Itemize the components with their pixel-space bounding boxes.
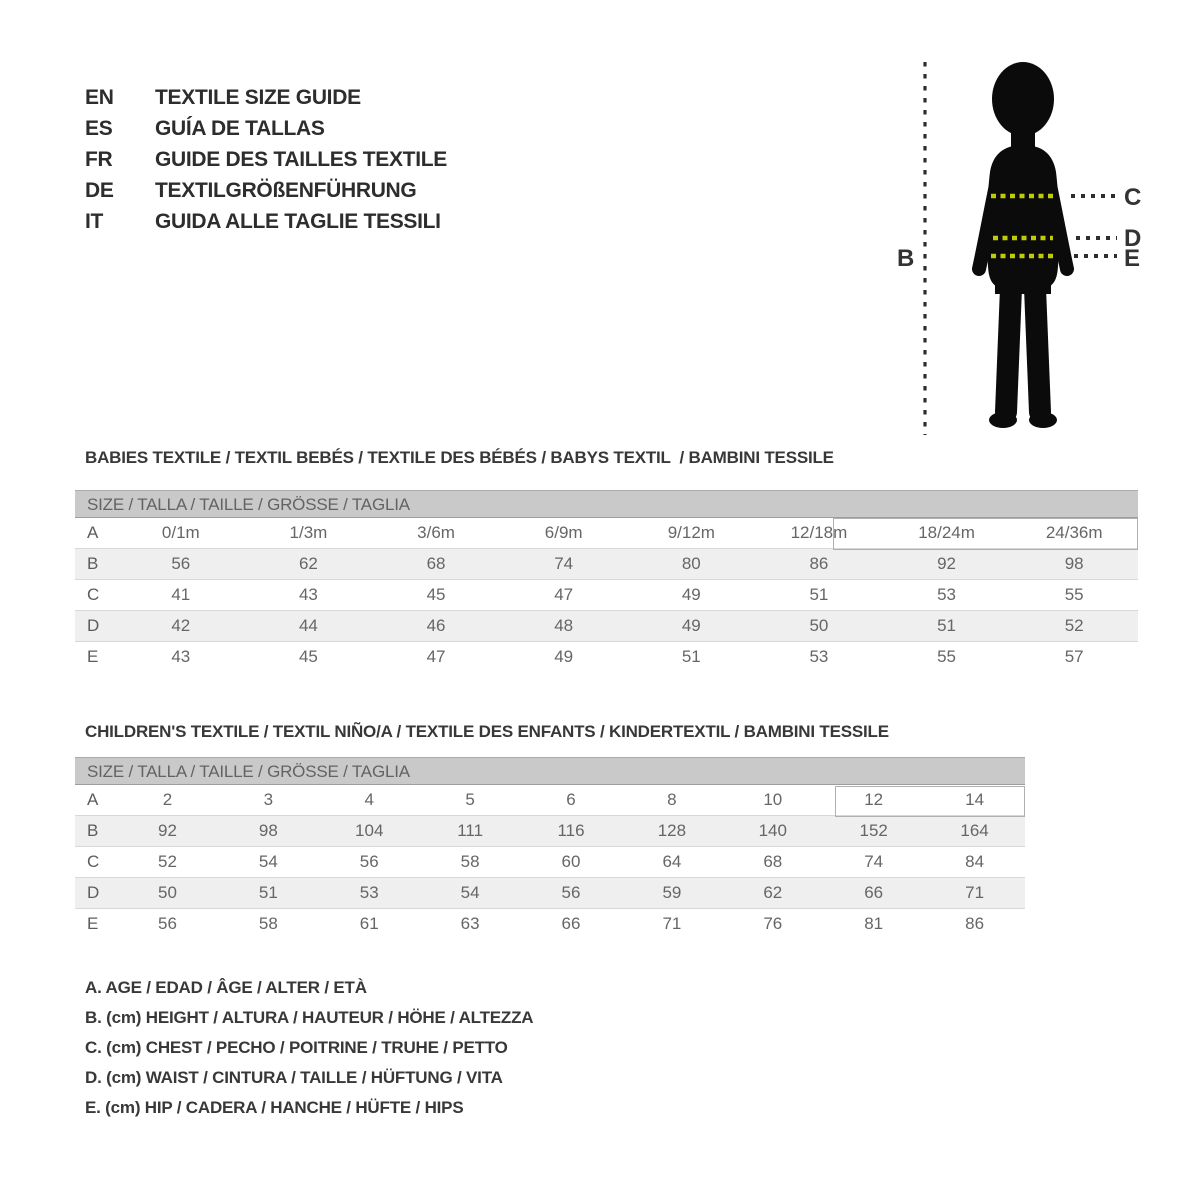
table-cell: 61 [359,914,379,933]
babies-selection-outline [833,518,1138,550]
table-cell: 60 [561,852,581,871]
table-cell: 52 [157,852,177,871]
table-cell: 8 [667,790,677,809]
table-cell: 92 [937,554,957,573]
table-cell: 68 [426,554,446,573]
language-title: TEXTILE SIZE GUIDE [155,86,361,109]
table-cell: 45 [426,585,446,604]
table-cell: 81 [864,914,884,933]
table-cell: 128 [657,821,687,840]
row-label: A [87,523,99,542]
table-row-E [75,909,1025,940]
table-cell: 51 [937,616,957,635]
table-cell: 84 [965,852,985,871]
table-cell: 51 [681,647,701,666]
table-cell: 80 [681,554,701,573]
hip-label: E [1124,245,1141,272]
table-cell: 10 [763,790,783,809]
language-code: FR [85,148,113,171]
babies-table-header: SIZE / TALLA / TAILLE / GRÖSSE / TAGLIA [75,490,1138,518]
table-cell: 42 [171,616,191,635]
language-code: ES [85,117,113,140]
table-cell: 62 [298,554,318,573]
table-cell: 45 [298,647,318,666]
table-cell: 57 [1064,647,1084,666]
table-cell: 48 [554,616,574,635]
table-cell: 12 [864,790,884,809]
table-cell: 4 [364,790,374,809]
language-row-en [85,82,447,113]
table-cell: 50 [157,883,177,902]
row-label: B [87,821,99,840]
child-silhouette-figure [895,50,1165,450]
table-cell: 140 [758,821,787,840]
table-cell: 0/1m [161,523,200,542]
table-row-D [75,611,1138,642]
table-cell: 53 [359,883,379,902]
table-cell: 55 [937,647,957,666]
table-cell: 58 [258,914,278,933]
table-cell: 49 [681,616,701,635]
table-cell: 76 [763,914,783,933]
table-cell: 5 [465,790,475,809]
table-cell: 3/6m [417,523,455,542]
table-cell: 92 [157,821,177,840]
language-title: GUIDE DES TAILLES TEXTILE [155,148,447,171]
table-cell: 51 [258,883,278,902]
table-cell: 54 [460,883,480,902]
table-row-B [75,816,1025,847]
chest-label: C [1124,184,1142,211]
table-cell: 1/3m [289,523,328,542]
table-cell: 50 [809,616,829,635]
table-cell: 63 [460,914,480,933]
babies-section-heading: BABIES TEXTILE / TEXTIL BEBÉS / TEXTILE DES BÉBÉS / BABYS TEXTIL / BAMBINI TESSILE [85,448,834,467]
language-list [85,82,447,237]
table-cell: 2 [162,790,173,809]
table-cell: 56 [171,554,191,573]
legend-age: A. AGE / EDAD / ÂGE / ALTER / ETÀ [85,978,367,997]
table-cell: 56 [359,852,379,871]
language-code: IT [85,210,104,233]
language-title: TEXTILGRÖßENFÜHRUNG [155,179,417,202]
row-label: E [87,647,99,666]
table-cell: 49 [554,647,574,666]
table-cell: 51 [809,585,829,604]
table-cell: 49 [681,585,701,604]
language-row-it [85,206,447,237]
row-label: D [87,883,100,902]
table-cell: 66 [561,914,581,933]
children-size-table [75,757,1025,940]
table-cell: 74 [864,852,884,871]
table-cell: 53 [937,585,957,604]
table-cell: 164 [960,821,989,840]
table-row-C [75,580,1138,611]
table-cell: 116 [557,821,585,840]
table-row-C [75,847,1025,878]
table-cell: 18/24m [918,523,975,542]
language-title: GUIDA ALLE TAGLIE TESSILI [155,210,441,233]
table-cell: 58 [460,852,480,871]
table-cell: 24/36m [1045,523,1103,542]
language-row-de [85,175,447,206]
children-section-heading: CHILDREN'S TEXTILE / TEXTIL NIÑO/A / TEXTILE DES ENFANTS / KINDERTEXTIL / BAMBINI TESSILE [85,722,889,741]
table-cell: 71 [965,883,985,902]
row-label: C [87,852,100,871]
table-cell: 104 [355,821,384,840]
table-cell: 56 [561,883,581,902]
row-label: D [87,616,100,635]
table-cell: 43 [171,647,191,666]
table-cell: 98 [258,821,278,840]
legend-waist: D. (cm) WAIST / CINTURA / TAILLE / HÜFTUNG / VITA [85,1068,503,1087]
language-code: DE [85,179,114,202]
table-cell: 47 [554,585,574,604]
table-cell: 111 [457,821,484,840]
table-cell: 43 [298,585,318,604]
table-cell: 74 [554,554,574,573]
legend-chest: C. (cm) CHEST / PECHO / POITRINE / TRUHE / PETTO [85,1038,508,1057]
table-cell: 64 [662,852,682,871]
table-cell: 71 [662,914,682,933]
row-label: B [87,554,99,573]
table-cell: 68 [763,852,783,871]
legend-hip: E. (cm) HIP / CADERA / HANCHE / HÜFTE / HIPS [85,1098,464,1117]
table-cell: 56 [157,914,177,933]
table-cell: 59 [662,883,682,902]
table-cell: 14 [965,790,985,809]
language-code: EN [85,86,114,109]
table-cell: 6 [566,790,576,809]
table-cell: 53 [809,647,829,666]
table-cell: 55 [1064,585,1084,604]
legend-height: B. (cm) HEIGHT / ALTURA / HAUTEUR / HÖHE / ALTEZZA [85,1008,534,1027]
table-cell: 44 [298,616,318,635]
language-row-es [85,113,447,144]
table-cell: 66 [864,883,884,902]
table-cell: 98 [1064,554,1084,573]
table-cell: 3 [263,790,274,809]
table-cell: 62 [763,883,783,902]
table-cell: 9/12m [667,523,715,542]
children-table-header: SIZE / TALLA / TAILLE / GRÖSSE / TAGLIA [75,757,1025,785]
language-title: GUÍA DE TALLAS [155,117,325,140]
row-label: A [87,790,99,809]
table-cell: 47 [426,647,446,666]
table-cell: 41 [171,585,191,604]
table-cell: 86 [965,914,985,933]
table-cell: 46 [426,616,446,635]
children-selection-outline [835,786,1025,817]
silhouette-body [979,62,1067,428]
waist-label: D [1124,225,1142,252]
table-cell: 6/9m [544,523,583,542]
table-row-E [75,642,1138,673]
table-row-D [75,878,1025,909]
row-label: E [87,914,99,933]
table-cell: 54 [258,852,278,871]
height-label: B [897,245,915,272]
table-cell: 86 [809,554,829,573]
table-cell: 12/18m [790,523,848,542]
table-cell: 52 [1064,616,1084,635]
row-label: C [87,585,100,604]
table-cell: 152 [859,821,888,840]
table-row-B [75,549,1138,580]
measurement-legend [85,973,533,1123]
language-row-fr [85,144,447,175]
